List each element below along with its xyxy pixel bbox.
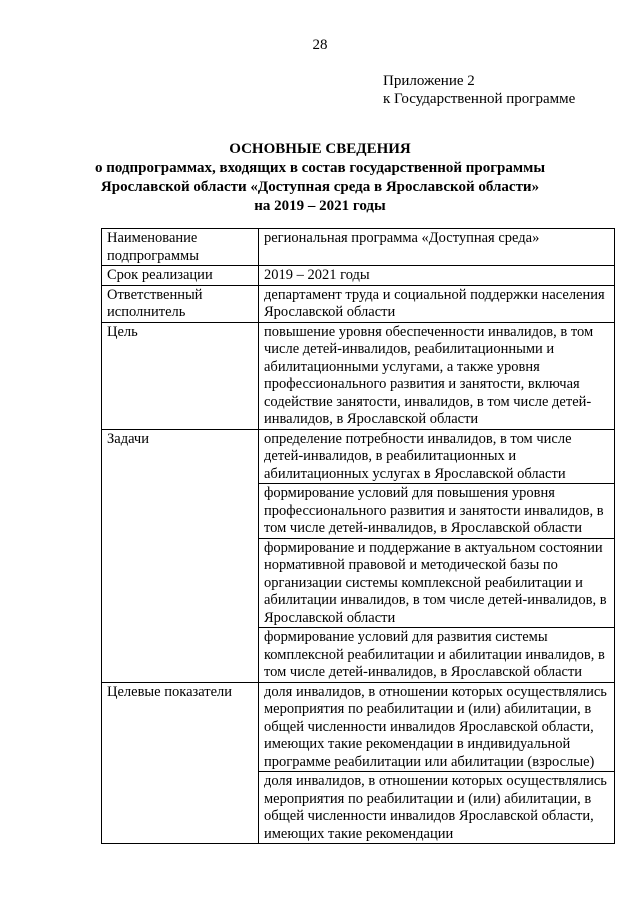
row-value: 2019 – 2021 годы: [259, 266, 615, 286]
table-row: [102, 229, 615, 266]
title-line-1: ОСНОВНЫЕ СВЕДЕНИЯ: [229, 141, 411, 157]
row-value: определение потребности инвалидов, в том числе детей-инвалидов, в реабилитационных и абилитационных услугах в Ярославской области: [259, 429, 615, 484]
appendix-line-1: Приложение 2: [383, 73, 475, 89]
row-value: формирование и поддержание в актуальном состоянии нормативной правовой и методической базы по организации системы комплексной реабилитации и абилитации инвалидов, в том числе детей-инвалидов, в Ярославской области: [259, 538, 615, 628]
table-row: [102, 266, 615, 286]
row-label: Задачи: [102, 429, 259, 682]
page-number: 28: [312, 37, 328, 53]
row-value: формирование условий для развития системы комплексной реабилитации и абилитации инвалидов, в том числе детей-инвалидов, в Ярославской области: [259, 628, 615, 683]
table-row: [102, 322, 615, 429]
table-row: [102, 429, 615, 484]
subprogram-info-table: [101, 228, 615, 844]
table-row: [102, 682, 615, 772]
row-label: Срок реализации: [102, 266, 259, 286]
appendix-note: [383, 72, 575, 108]
row-value: департамент труда и социальной поддержки населения Ярославской области: [259, 285, 615, 322]
title-line-2: о подпрограммах, входящих в состав государственной программы: [94, 160, 546, 176]
appendix-line-2: к Государственной программе: [383, 91, 576, 107]
title-line-3: Ярославской области «Доступная среда в Ярославской области»: [100, 179, 540, 195]
row-label: Наименование подпрограммы: [102, 229, 259, 266]
row-value: формирование условий для повышения уровня профессионального развития и занятости инвалидов, в том числе детей-инвалидов, в Ярославской области: [259, 484, 615, 539]
row-value: повышение уровня обеспеченности инвалидов, в том числе детей-инвалидов, реабилитационными и абилитационными услугами, а также уровня профессионального развития и занятости, включая содействие занятости, инвалидов, в том числе детей-инвалидов, в Ярославской области: [259, 322, 615, 429]
title-line-4: на 2019 – 2021 годы: [254, 198, 386, 214]
document-title: [0, 140, 640, 216]
table-row: [102, 285, 615, 322]
row-label: Ответственный исполнитель: [102, 285, 259, 322]
row-label: Целевые показатели: [102, 682, 259, 844]
row-value: региональная программа «Доступная среда»: [259, 229, 615, 266]
row-value: доля инвалидов, в отношении которых осуществлялись мероприятия по реабилитации и (или) абилитации, в общей численности инвалидов Ярославской области, имеющих такие рекомендации: [259, 772, 615, 844]
row-label: Цель: [102, 322, 259, 429]
row-value: доля инвалидов, в отношении которых осуществлялись мероприятия по реабилитации и (или) абилитации, в общей численности инвалидов Ярославской области, имеющих такие рекомендации в индивидуальной программе реабилитации или абилитации (взрослые): [259, 682, 615, 772]
